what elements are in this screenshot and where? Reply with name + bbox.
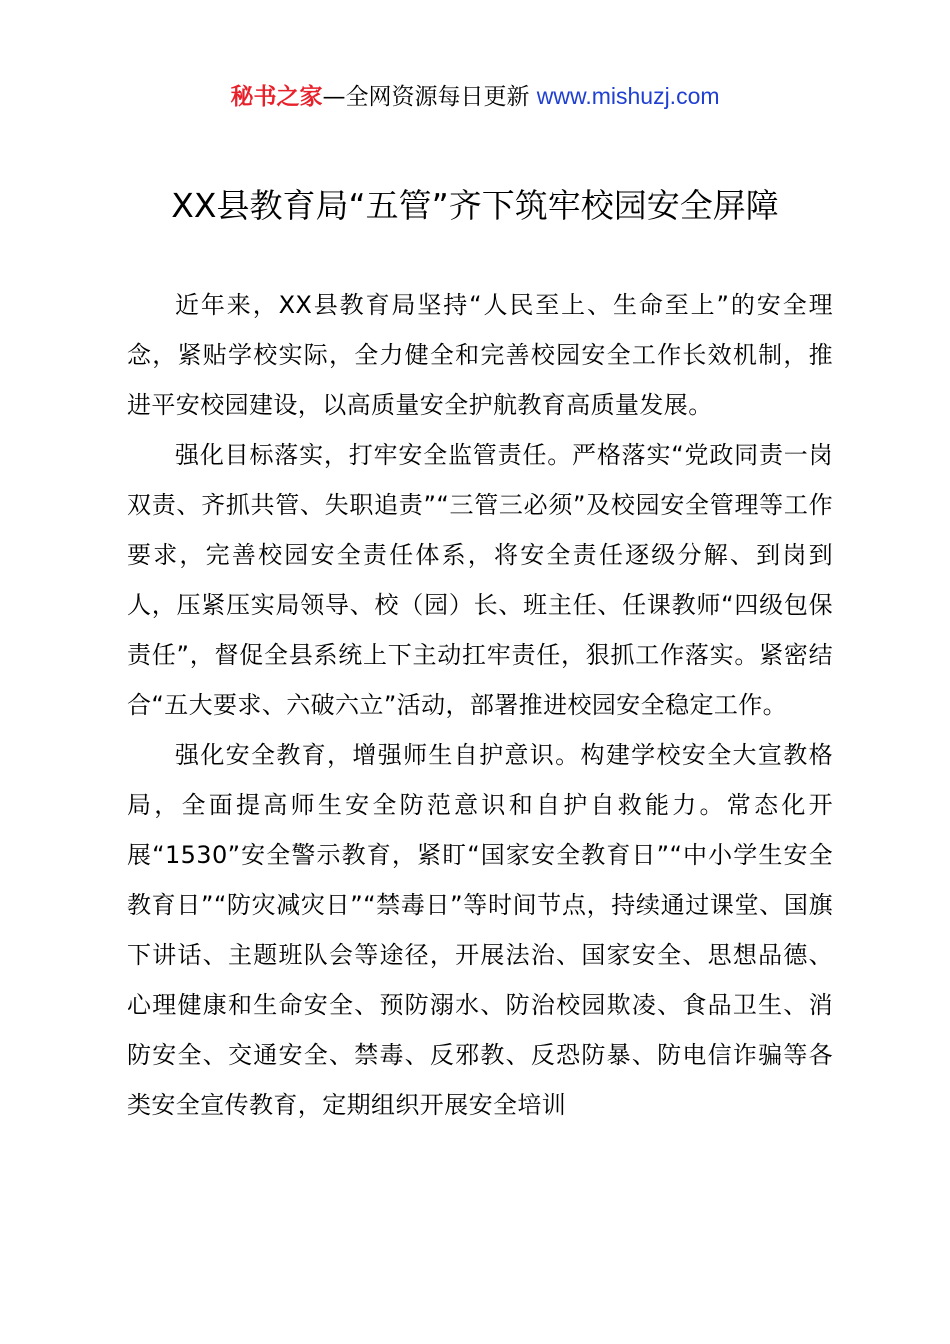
- document-title: XX县教育局“五管”齐下筑牢校园安全屏障: [171, 186, 779, 225]
- site-slogan: 全网资源每日更新: [345, 84, 530, 110]
- site-header: [0, 80, 950, 113]
- header-dash: —: [322, 84, 346, 110]
- site-brand: 秘书之家: [230, 84, 323, 110]
- site-url-link[interactable]: www.mishuzj.com: [536, 83, 720, 109]
- document-body: [127, 280, 833, 1130]
- paragraph-target-implementation: 强化目标落实，打牢安全监管责任。严格落实“党政同责一岗双责、齐抓共管、失职追责”“三管三必须”及校园安全管理等工作要求，完善校园安全责任体系，将安全责任逐级分解、到岗到人，压紧压实局领导、校（园）长、班主任、任课教师“四级包保责任”，督促全县系统上下主动扛牢责任，狠抓工作落实。紧密结合“五大要求、六破六立”活动，部署推进校园安全稳定工作。: [127, 441, 833, 719]
- paragraph-safety-education: 强化安全教育，增强师生自护意识。构建学校安全大宣教格局，全面提高师生安全防范意识和自护自救能力。常态化开展“1530”安全警示教育，紧盯“国家安全教育日”“中小学生安全教育日”“防灾减灾日”“禁毒日”等时间节点，持续通过课堂、国旗下讲话、主题班队会等途径，开展法治、国家安全、思想品德、心理健康和生命安全、预防溺水、防治校园欺凌、食品卫生、消防安全、交通安全、禁毒、反邪教、反恐防暴、防电信诈骗等各类安全宣传教育，定期组织开展安全培训: [127, 741, 833, 1119]
- paragraph-intro: 近年来，XX县教育局坚持“人民至上、生命至上”的安全理念，紧贴学校实际，全力健全和完善校园安全工作长效机制，推进平安校园建设，以高质量安全护航教育高质量发展。: [127, 291, 833, 419]
